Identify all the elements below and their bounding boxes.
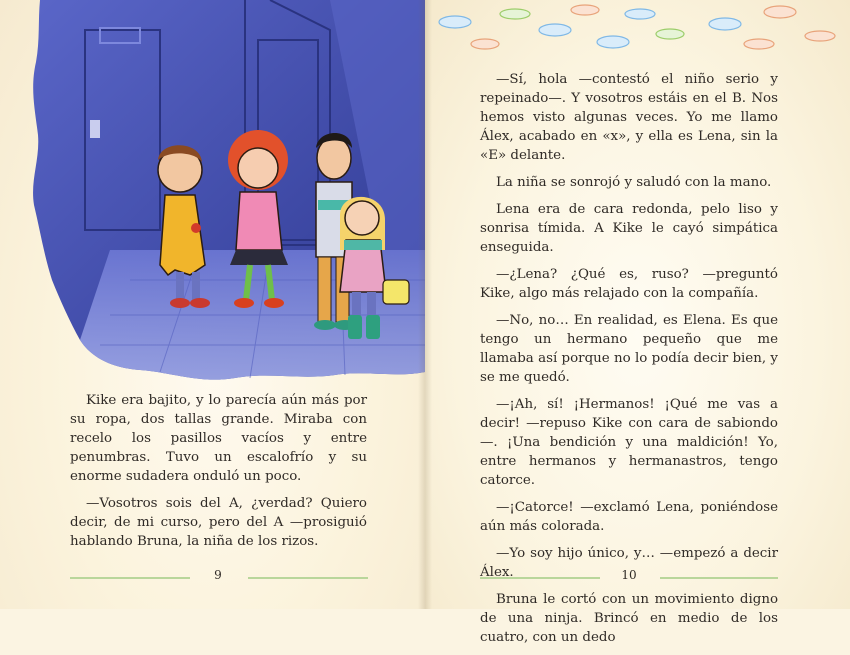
paragraph: Lena era de cara redonda, pelo liso y sonrisa tímida. A Kike le cayó simpática enseguida. <box>480 202 778 255</box>
paragraph: —Sí, hola —contestó el niño serio y repeinado—. Y vosotros estáis en el B. Nos hemos visto algunas veces. Yo me llamo Álex, acabado en «x», y ella es Lena, sin la «E» delante. <box>480 72 778 163</box>
paragraph: —¿Lena? ¿Qué es, ruso? —preguntó Kike, algo más relajado con la compañía. <box>480 267 778 301</box>
footer-rule-left-a <box>70 577 190 579</box>
right-page-text <box>480 70 778 655</box>
book-gutter <box>418 0 432 609</box>
paragraph: La niña se sonrojó y saludó con la mano. <box>496 175 772 190</box>
paragraph: Bruna le cortó con un movimiento digno de una ninja. Brincó en medio de los cuatro, con un dedo <box>480 592 778 645</box>
page-number-right: 10 <box>621 568 637 582</box>
left-page <box>0 0 425 609</box>
page-number-left: 9 <box>214 568 222 582</box>
feather-decoration <box>425 0 850 60</box>
paragraph: —Yo soy hijo único, y… —empezó a decir Álex. <box>480 546 778 580</box>
paragraph: —¡Catorce! —exclamó Lena, poniéndose aún más colorada. <box>480 500 778 534</box>
paragraph: —Vosotros sois del A, ¿verdad? Quiero decir, de mi curso, pero del A —prosiguió hablando Bruna, la niña de los rizos. <box>70 496 367 549</box>
illustration-children-in-hallway <box>0 0 425 390</box>
left-page-text <box>70 391 367 559</box>
paragraph: —¡Ah, sí! ¡Hermanos! ¡Qué me vas a decir! —repuso Kike con cara de sabiondo—. ¡Una bendición y una maldición! Yo, entre hermanos y hermanastros, tengo catorce. <box>480 397 778 488</box>
paragraph: Kike era bajito, y lo parecía aún más por su ropa, dos tallas grande. Miraba con recelo los pasillos vacíos y entre penumbras. Tuvo un escalofrío y su enorme sudadera onduló un poco. <box>70 393 367 484</box>
paragraph: —No, no… En realidad, es Elena. Es que tengo un hermano pequeño que me llamaba así porque no lo podía decir bien, y se me quedó. <box>480 313 778 385</box>
footer-rule-left-b <box>248 577 368 579</box>
